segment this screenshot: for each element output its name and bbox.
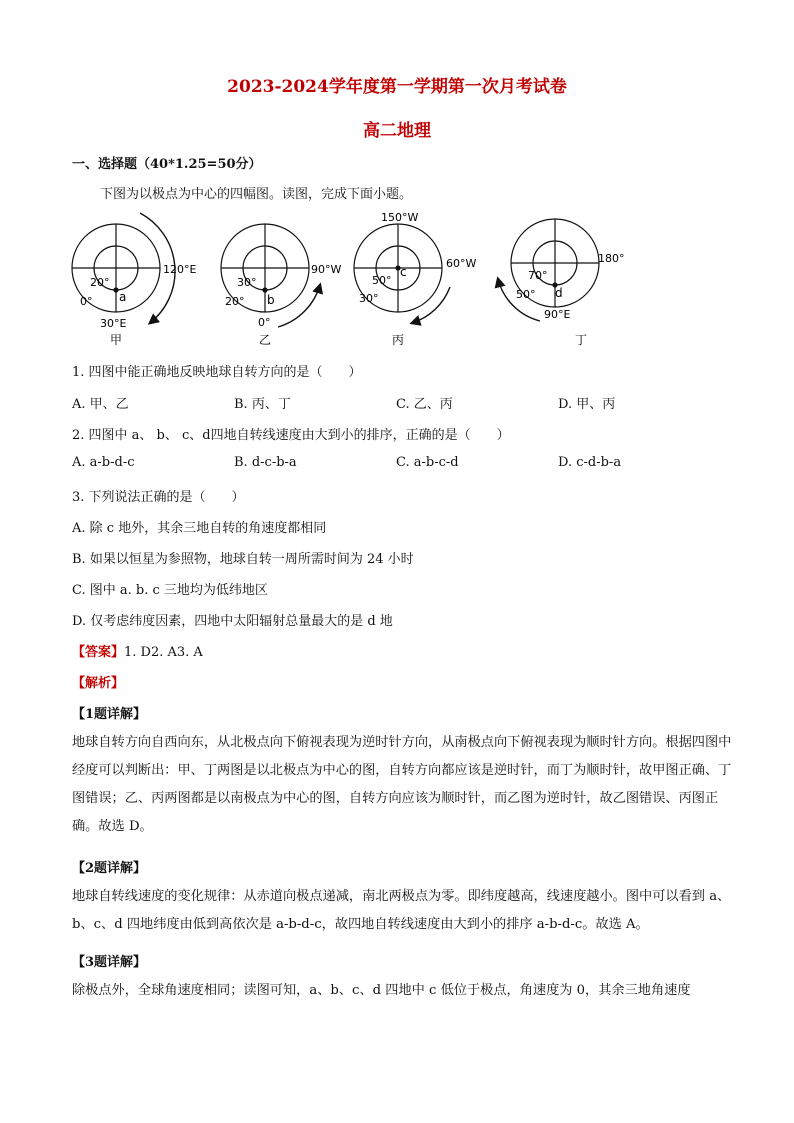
polar-figures [0,205,794,355]
ding-lon-right-label: 180° [598,252,625,265]
yi-name: 乙 [259,333,272,347]
q2-option-c: C. a-b-c-d [396,455,459,470]
detail-3-label: 【3题详解】 [72,955,147,970]
bing-lon-right-label: 60°W [446,257,477,270]
q1-option-a: A. 甲、乙 [72,397,129,412]
bing-lon-top-label: 150°W [381,211,419,224]
ding-lon-bottom-label: 90°E [544,308,571,321]
detail-2-label: 【2题详解】 [72,861,147,876]
figure-ding [498,219,625,347]
bing-lat2-label: 30° [359,292,379,305]
analysis-label: 【解析】 [72,676,125,691]
q2-option-d: D. c-d-b-a [558,455,622,470]
yi-lon-right-label: 90°W [311,263,342,276]
question-1-stem: 1. 四图中能正确地反映地球自转方向的是（ ） [72,365,362,380]
detail-3-text: 除极点外，全球角速度相同；读图可知，a、b、c、d 四地中 c 低位于极点，角速度为 0，其余三地角速度 [72,983,691,998]
ding-point-label: d [555,286,563,300]
ding-name: 丁 [575,333,588,347]
ding-lat2-label: 50° [516,288,536,301]
detail-1-text: 地球自转方向自西向东，从北极点向下俯视表现为逆时针方向，从南极点向下俯视表现为顺时针方向。根据四图中经度可以判断出：甲、丁两图是以北极点为中心的图，自转方向都应该是逆时针，而丁为顺时针，故甲图正确、丁图错误；乙、丙两图都是以南极点为中心的图，自转方向应该为顺时针，而乙图为逆时针，故乙图错误、丙图正确。故选 D。 [72,735,732,834]
detail-1-label: 【1题详解】 [72,707,147,722]
jia-lon-bottom-label: 30°E [100,317,127,330]
jia-point-label: a [119,290,127,304]
yi-lat2-label: 20° [225,295,245,308]
q3-option-c: C. 图中 a. b. c 三地均为低纬地区 [72,583,268,598]
q3-option-b: B. 如果以恒星为参照物，地球自转一周所需时间为 24 小时 [72,552,414,567]
q3-option-a: A. 除 c 地外，其余三地自转的角速度都相同 [72,521,327,536]
answer-label: 【答案】 [72,645,125,660]
q1-option-c: C. 乙、丙 [396,397,453,412]
section-heading: 一、选择题（40*1.25=50分） [72,157,262,172]
q1-option-b: B. 丙、丁 [234,397,291,412]
jia-name: 甲 [110,333,123,347]
q1-option-d: D. 甲、丙 [558,397,616,412]
ding-lat1-label: 70° [528,269,548,282]
question-intro: 下图为以极点为中心的四幅图。读图，完成下面小题。 [100,187,413,202]
bing-name: 丙 [392,333,405,347]
question-2-stem: 2. 四图中 a、 b、 c、d四地自转线速度由大到小的排序，正确的是（ ） [72,428,510,443]
figure-bing [354,211,476,347]
q3-option-d: D. 仅考虑纬度因素，四地中太阳辐射总量最大的是 d 地 [72,614,393,629]
bing-point-label: c [400,265,407,279]
detail-2-text: 地球自转线速度的变化规律：从赤道向极点递减，南北两极点为零。即纬度越高，线速度越小。图中可以看到 a、b、c、d 四地纬度由低到高依次是 a-b-d-c，故四地自转线速度由大到小的排序 a-b-d-c。故选 A。 [72,889,731,932]
jia-lon-right-label: 120°E [163,263,197,276]
exam-title: 2023-2024学年度第一学期第一次月考试卷 [227,77,567,97]
jia-lat-label: 20° [90,276,110,289]
figure-yi [221,224,341,347]
answer-text: 1. D2. A3. A [124,645,203,660]
q2-option-a: A. a-b-d-c [72,455,135,470]
exam-subtitle: 高二地理 [363,121,431,141]
answer-line [72,641,203,660]
bing-lat1-label: 50° [372,274,392,287]
yi-lat1-label: 30° [237,276,257,289]
question-3-stem: 3. 下列说法正确的是（ ） [72,490,245,505]
yi-lon-bottom-label: 0° [258,316,271,329]
jia-lon-left-label: 0° [80,295,93,308]
q2-option-b: B. d-c-b-a [234,455,297,470]
yi-point-label: b [267,293,275,307]
figure-jia [72,213,196,347]
